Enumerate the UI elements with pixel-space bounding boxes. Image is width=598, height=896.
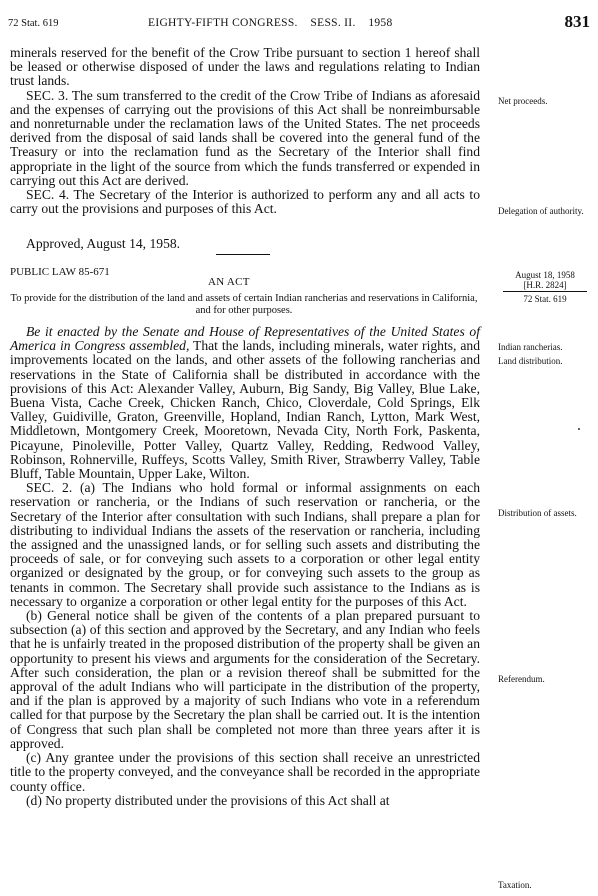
section-2a: SEC. 2. (a) The Indians who hold formal or informal assignments on each reservation or rancheria, or the Indians of such reservation or rancheria, or the Secretary of the Interior after consultation with such Indians, shall prepare a plan for distributing to individual Indians the assets of the reservation or rancheria, including the assigned and the unassigned lands, or for selling such assets and distributing the proceeds of sale, or for conveying such assets to a corporation or other legal entity organized or designated by the group, or for conveying such assets to the group as tenants in common. The Secretary shall provide such assistance to the Indians as is necessary to organize a corporation or other legal entity for the purposes of this Act. (10, 480, 480, 609)
act-purpose: To provide for the distribution of the land and assets of certain Indian rancherias and reservations in California, and for other purposes. (10, 293, 478, 316)
public-law-number: PUBLIC LAW 85-671 (10, 266, 110, 278)
margin-note-referendum: Referendum. (498, 674, 545, 684)
stat-reference: 72 Stat. 619 (523, 294, 567, 304)
running-title: EIGHTY-FIFTH CONGRESS. SESS. II. 1958 (148, 17, 393, 29)
margin-note-land-distribution: Land distribution. (498, 356, 563, 366)
margin-note-indian-rancherias: Indian rancherias. (498, 342, 563, 352)
approval-date: August 18, 1958 (515, 270, 575, 280)
continued-paragraph: minerals reserved for the benefit of the Crow Tribe pursuant to section 1 hereof shall be leased or otherwise disposed of under the laws and regulations relating to Indian trust lands. (10, 45, 480, 89)
page-number: 831 (564, 12, 590, 31)
margin-note-distribution-assets: Distribution of assets. (498, 508, 577, 518)
section-3: SEC. 3. The sum transferred to the credit of the Crow Tribe of Indians as aforesaid and the expenses of carrying out the provisions of this Act shall be nonreimbursable and nonreturnable under the reclamation laws of the United States. The net proceeds derived from the disposal of said lands shall be covered into the general fund of the Treasury or into the reclamation fund as the Secretary of the Interior shall find appropriate in the light of the source from which the funds transferred or expended in carrying out this Act are derived. (10, 87, 480, 188)
enacting-clause: Be it enacted by the Senate and House of Representatives of the United States of America in Congress assembled, (10, 324, 480, 354)
margin-date-block (503, 270, 587, 304)
date-rule (503, 291, 587, 292)
section-2c: (c) Any grantee under the provisions of this section shall receive an unrestricted title to the property conveyed, and the conveyance shall be recorded in the appropriate county office. (10, 750, 480, 794)
margin-note-delegation: Delegation of authority. (498, 206, 584, 216)
statute-citation: 72 Stat. 619 (8, 18, 59, 29)
scan-speck (578, 428, 580, 430)
section-1: That the lands, including minerals, water rights, and improvements located on the lands, and other assets of the following rancherias and reservations in the State of California shall be distributed in accordance with the provisions of this Act: Alexander Valley, Auburn, Big Sandy, Big Valley, Blue Lake, Buena Vista, Cache Creek, Chicken Ranch, Chico, Cloverdale, Cold Springs, Elk Valley, Guidiville, Graton, Greenville, Hopland, Indian Ranch, Lytton, Mark West, Middletown, Montgomery Creek, Mooretown, Nevada City, North Fork, Paskenta, Picayune, Pinoleville, Potter Valley, Quartz Valley, Redding, Redwood Valley, Robinson, Rohnerville, Ruffeys, Scotts Valley, Smith River, Strawberry Valley, Table Bluff, Table Mountain, Upper Lake, Wilton. (10, 338, 480, 482)
margin-note-net-proceeds: Net proceeds. (498, 96, 548, 106)
an-act-heading: AN ACT (208, 276, 250, 288)
bill-number: [H.R. 2824] (523, 280, 567, 290)
section-2b: (b) General notice shall be given of the contents of a plan prepared pursuant to subsection (a) of this section and approved by the Secretary, and any Indian who feels that he is unfairly treated in the proposed distribution of the property shall be given an opportunity to present his views and arguments for the consideration of the Secretary. After such consideration, the plan or a revision thereof shall be submitted for the approval of the adult Indians who will participate in the distribution of the property, and if the plan is approved by a majority of such Indians who vote in a referendum called for that purpose by the Secretary the plan shall be carried out. It is the intention of Congress that such plan shall be completed not more than three years after it is approved. (10, 608, 480, 751)
page-header (8, 14, 590, 34)
continued-text-block (10, 46, 480, 216)
section-4: SEC. 4. The Secretary of the Interior is authorized to perform any and all acts to carry out the provisions and purposes of this Act. (10, 187, 480, 217)
separator-rule (216, 254, 270, 255)
act-body (10, 325, 480, 808)
margin-note-taxation: Taxation. (498, 880, 532, 890)
section-2d: (d) No property distributed under the provisions of this Act shall at (26, 792, 390, 808)
enacting-clause-and-section-1 (10, 325, 480, 481)
approval-line: Approved, August 14, 1958. (26, 236, 181, 251)
